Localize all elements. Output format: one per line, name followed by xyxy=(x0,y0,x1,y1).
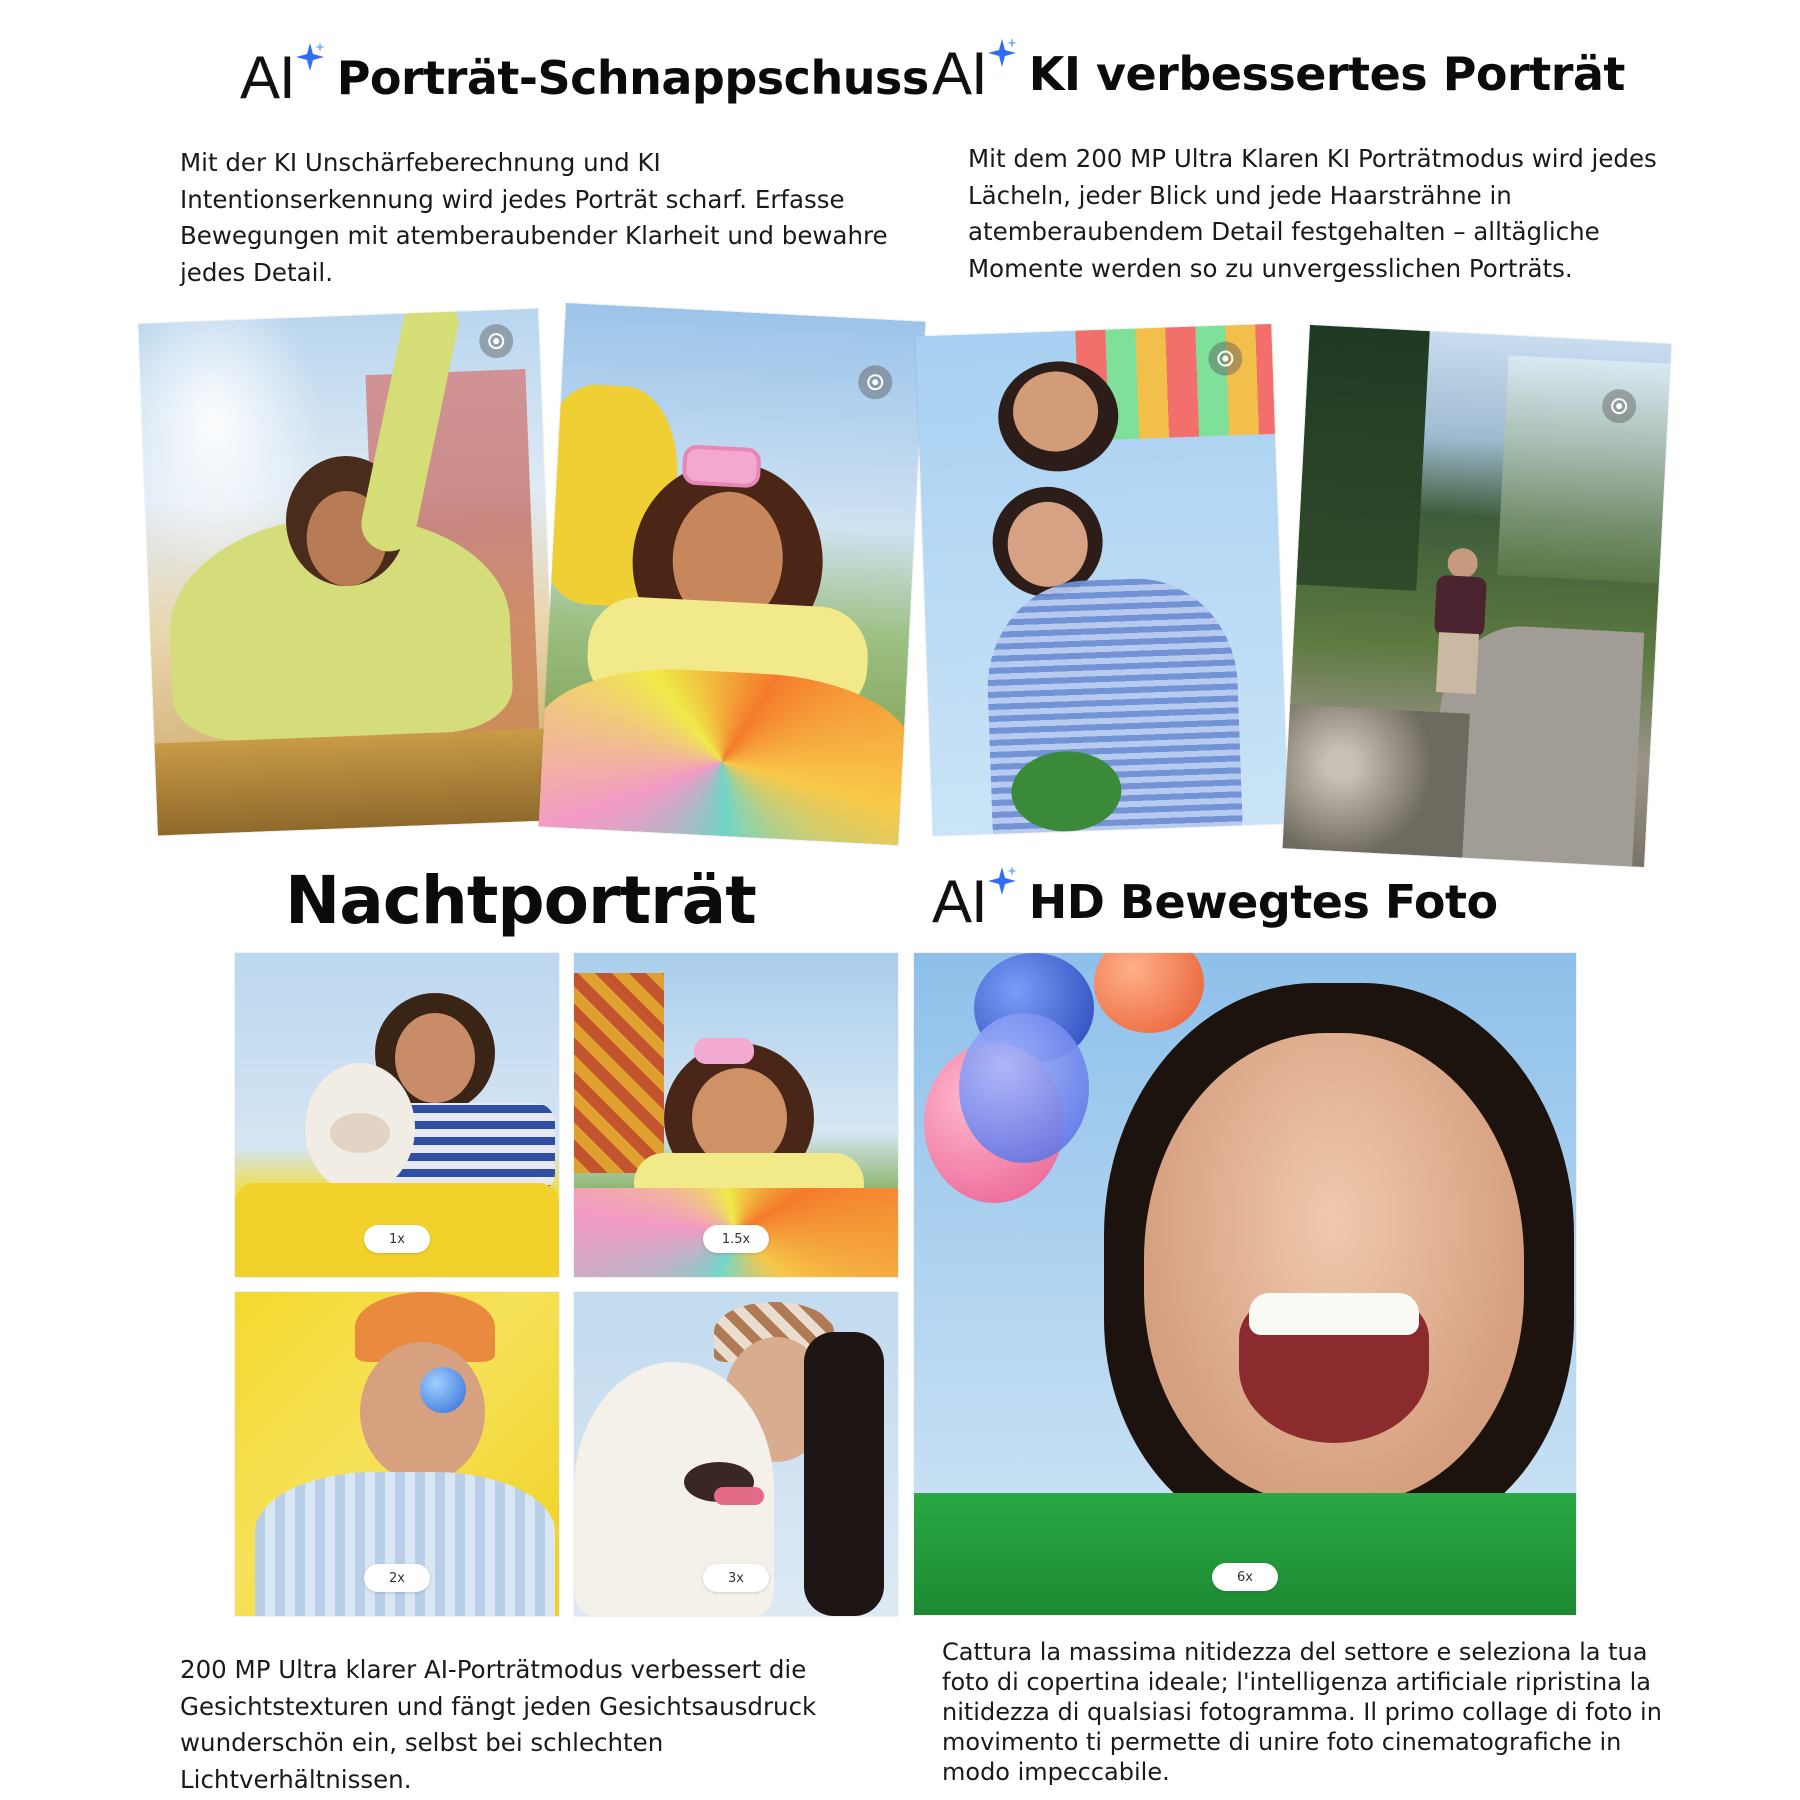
motion-description: Cattura la massima nitidezza del settore e seleziona la tua foto di copertina ideale; l'intelligenza artificiale ripristina la nitidezza di qualsiasi fotogramma. Il primo collage di foto in movimento ti permette di unire foto cinematografiche in modo impeccabile. xyxy=(942,1638,1662,1786)
sparkle-icon xyxy=(987,38,1017,68)
ai-badge xyxy=(240,44,295,111)
sparkle-icon xyxy=(295,42,325,72)
zoom-pill-1-5x[interactable]: 1.5x xyxy=(703,1225,769,1253)
motion-photo-laughing xyxy=(914,953,1576,1615)
photo-sunglasses-duo xyxy=(915,324,1288,836)
ai-label: AI xyxy=(240,44,295,111)
night-photo-1x xyxy=(235,953,559,1277)
motion-heading xyxy=(932,868,1498,935)
enhanced-title: KI verbessertes Porträt xyxy=(1028,47,1625,101)
enhanced-description: Mit dem 200 MP Ultra Klaren KI Porträtmodus wird jedes Lächeln, jeder Blick und jede Haarsträhne in atemberaubendem Detail festgehalten – alltägliche Momente werden so zu unvergesslichen Porträts. xyxy=(968,144,1657,283)
snapshot-heading xyxy=(240,44,929,111)
enhanced-heading xyxy=(932,40,1625,107)
ai-badge xyxy=(932,868,987,935)
night-title: Nachtporträt xyxy=(285,862,756,939)
ai-label: AI xyxy=(932,40,987,107)
snapshot-description: Mit der KI Unschärfeberechnung und KI Intentionserkennung wird jedes Porträt scharf. Erfasse Bewegungen mit atemberaubender Klarheit und bewahre jedes Detail. xyxy=(180,148,888,287)
night-photo-1-5x xyxy=(574,953,898,1277)
motion-title: HD Bewegtes Foto xyxy=(1028,875,1498,929)
photo-forest-path xyxy=(1283,325,1672,867)
sparkle-icon xyxy=(987,866,1017,896)
zoom-pill-1x[interactable]: 1x xyxy=(364,1225,430,1253)
zoom-pill-2x[interactable]: 2x xyxy=(364,1564,430,1592)
night-description: 200 MP Ultra klarer AI-Porträtmodus verbessert die Gesichtstexturen und fängt jeden Gesichtsausdruck wunderschön ein, selbst bei schlechten Lichtverhältnissen. xyxy=(180,1655,817,1794)
ai-badge xyxy=(932,40,987,107)
zoom-pill-6x[interactable]: 6x xyxy=(1212,1563,1278,1591)
photo-waterpark-splash xyxy=(138,309,557,836)
night-photo-3x xyxy=(574,1292,898,1616)
photo-pink-sunglasses xyxy=(539,303,926,845)
night-photo-2x xyxy=(235,1292,559,1616)
ai-label: AI xyxy=(932,868,987,935)
zoom-pill-3x[interactable]: 3x xyxy=(703,1564,769,1592)
snapshot-title: Porträt-Schnappschuss xyxy=(336,51,929,105)
